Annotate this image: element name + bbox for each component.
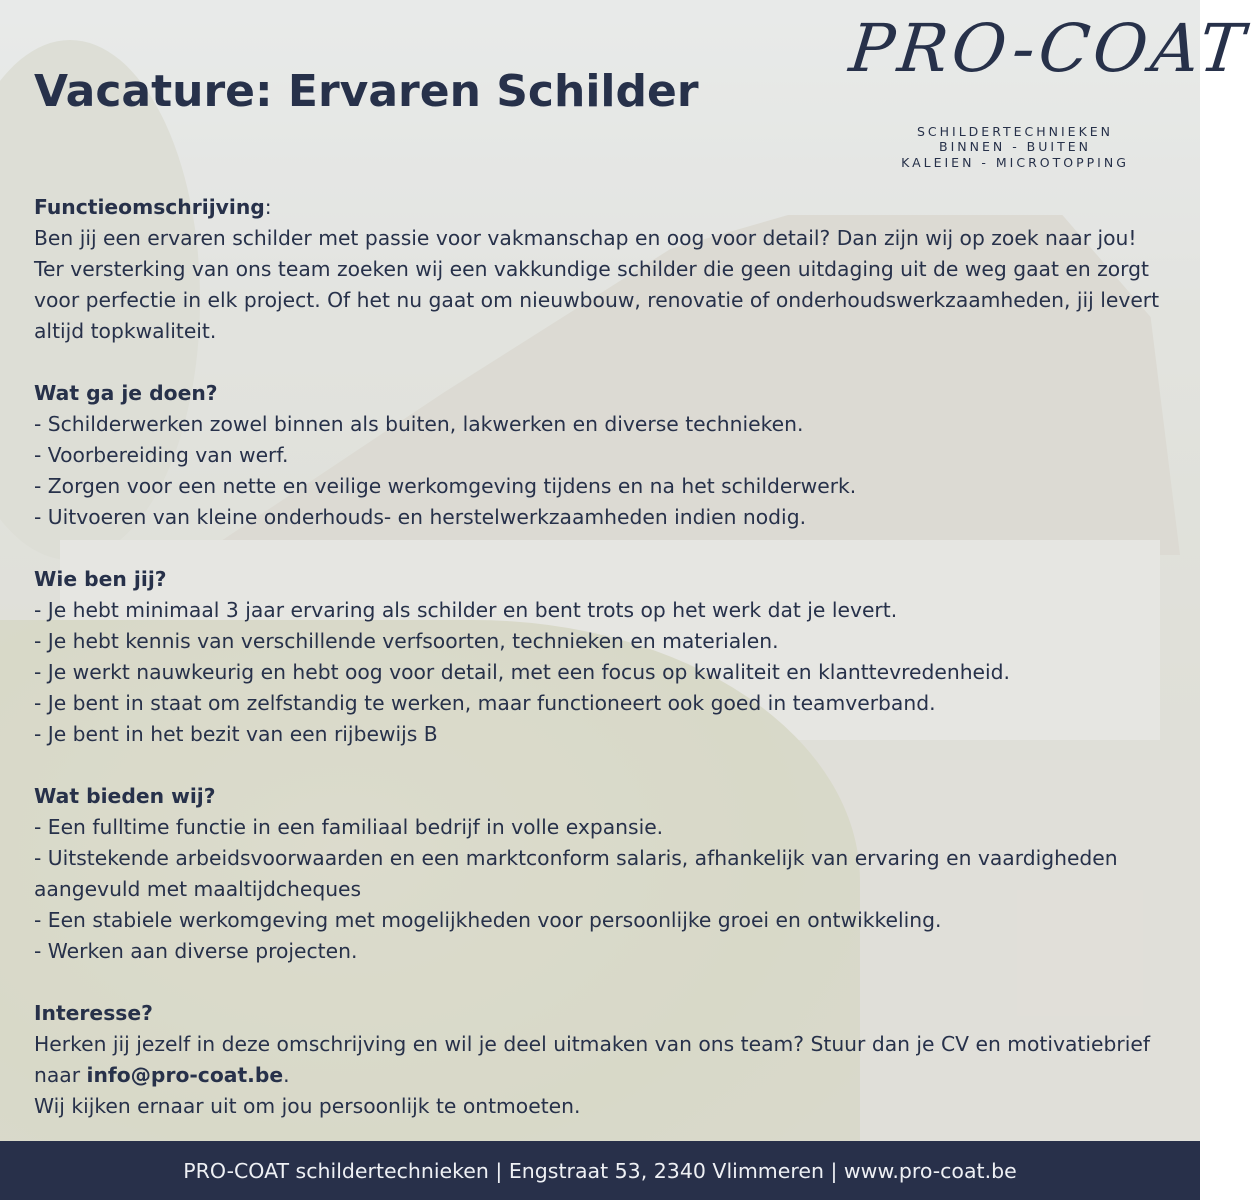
interest-text-end: . — [283, 1063, 290, 1087]
logo-tagline-1: SCHILDERTECHNIEKEN — [916, 124, 1114, 139]
section-offer — [34, 781, 1169, 967]
list-item: - Werken aan diverse projecten. — [34, 939, 358, 963]
company-logo — [845, 10, 1252, 170]
list-item: - Uitstekende arbeidsvoorwaarden en een marktconform salaris, afhankelijk van ervaring en vaardigheden aangevuld met maaltijdcheques — [34, 846, 1118, 901]
logo-tagline-2: BINNEN - BUITEN — [939, 139, 1091, 154]
interest-text — [34, 1029, 1169, 1091]
list-item: - Je bent in staat om zelfstandig te werken, maar functioneert ook goed in teamverband. — [34, 691, 936, 715]
section-heading: Wat ga je doen? — [34, 381, 218, 405]
footer-text: PRO-COAT schildertechnieken | Engstraat 53, 2340 Vlimmeren | www.pro-coat.be — [183, 1158, 1017, 1183]
description-heading-line — [34, 192, 1169, 223]
section-profile — [34, 564, 1169, 750]
logo-wordmark: PRO-COAT — [845, 10, 1252, 87]
list-item: - Je werkt nauwkeurig en hebt oog voor detail, met een focus op kwaliteit en klanttevredenheid. — [34, 660, 1010, 684]
list-item: - Voorbereiding van werf. — [34, 443, 289, 467]
section-heading: Wat bieden wij? — [34, 784, 216, 808]
list-item: - Een stabiele werkomgeving met mogelijkheden voor persoonlijke groei en ontwikkeling. — [34, 908, 942, 932]
page-title: Vacature: Ervaren Schilder — [34, 66, 699, 117]
list-item: - Je hebt minimaal 3 jaar ervaring als schilder en bent trots op het werk dat je levert. — [34, 598, 898, 622]
section-tasks — [34, 378, 1169, 533]
list-item: - Zorgen voor een nette en veilige werkomgeving tijdens en na het schilderwerk. — [34, 474, 857, 498]
list-item: - Schilderwerken zowel binnen als buiten, lakwerken en diverse technieken. — [34, 412, 804, 436]
interest-closing: Wij kijken ernaar uit om jou persoonlijk te ontmoeten. — [34, 1094, 581, 1118]
footer-bar — [0, 1141, 1200, 1200]
interest-text-start: Herken jij jezelf in deze omschrijving en wil je deel uitmaken van ons team? Stuur dan je CV en motivatiebrief naar — [34, 1032, 1150, 1087]
list-item: - Je bent in het bezit van een rijbewijs B — [34, 722, 438, 746]
contact-email[interactable]: info@pro-coat.be — [86, 1063, 284, 1087]
section-heading: Functieomschrijving — [34, 195, 265, 219]
section-description — [34, 192, 1169, 347]
description-text: Ben jij een ervaren schilder met passie voor vakmanschap en oog voor detail? Dan zijn wij op zoek naar jou! Ter versterking van ons team zoeken wij een vakkundige schilder die geen uitdaging uit de weg gaat en zorgt voor perfectie in elk project. Of het nu gaat om nieuwbouw, renovatie of onderhoudswerkzaamheden, jij levert altijd topkwaliteit. — [34, 226, 1160, 343]
section-heading: Interesse? — [34, 1001, 153, 1025]
list-item: - Uitvoeren van kleine onderhouds- en herstelwerkzaamheden indien nodig. — [34, 505, 807, 529]
list-item: - Je hebt kennis van verschillende verfsoorten, technieken en materialen. — [34, 629, 779, 653]
heading-colon: : — [264, 195, 272, 219]
section-heading: Wie ben jij? — [34, 567, 167, 591]
list-item: - Een fulltime functie in een familiaal bedrijf in volle expansie. — [34, 815, 664, 839]
section-interest — [34, 998, 1169, 1122]
vacancy-body — [34, 192, 1169, 1122]
logo-tagline-3: KALEIEN - MICROTOPPING — [901, 155, 1129, 170]
